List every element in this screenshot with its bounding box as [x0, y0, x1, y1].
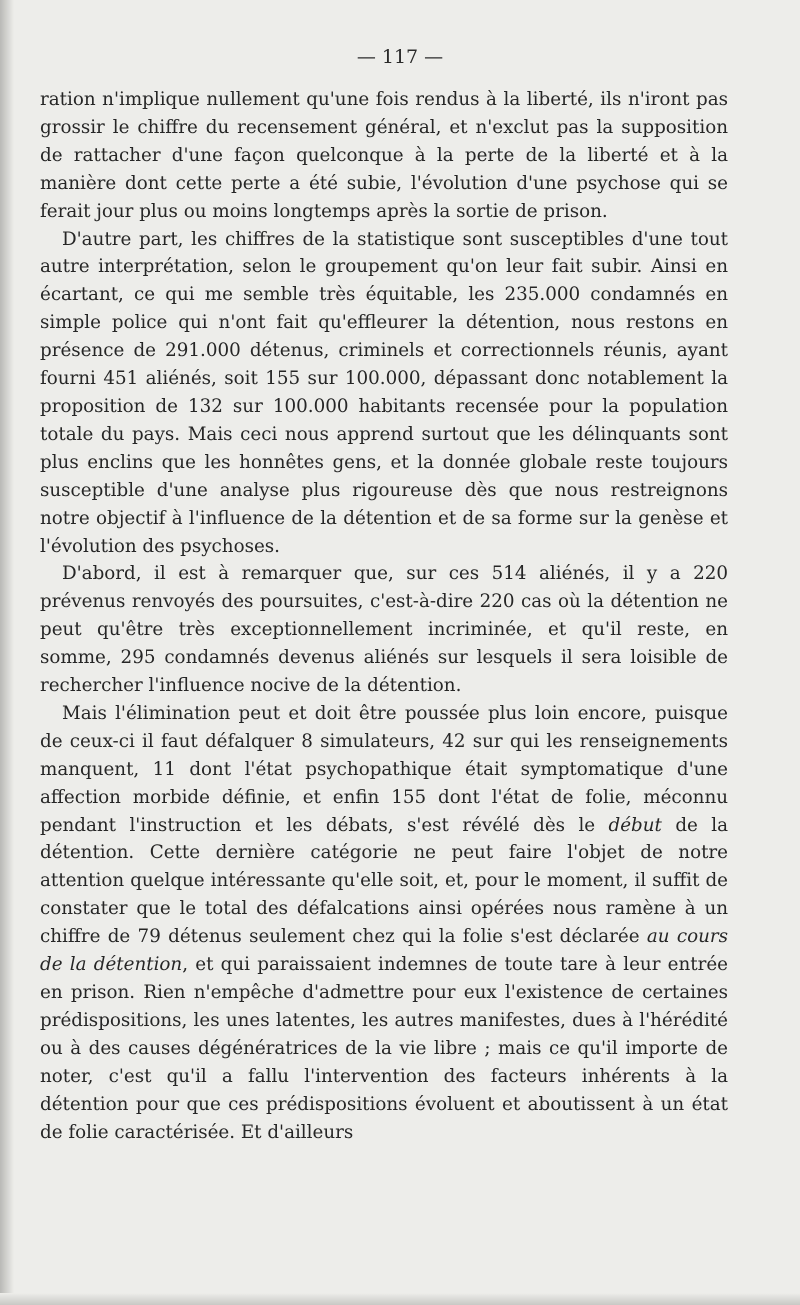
paragraph-1: ration n'implique nullement qu'une fois rendus à la liberté, ils n'iront pas grossir le chiffre du recensement général, et n'exclut pas la supposition de rattacher d'une façon quelconque à la perte de la liberté et à la manière dont cette perte a été subie, l'évolution d'une psychose qui se ferait jour plus ou moins longtemps après la sortie de prison.: [40, 89, 728, 222]
italic-au-cours-de-la-detention: au cours de la détention: [40, 926, 729, 976]
paragraph-2: D'autre part, les chiffres de la statistique sont susceptibles d'une tout autre interprétation, selon le groupement qu'on leur fait subir. Ainsi en écartant, ce qui me semble très équitable, les 235.000 condamnés en simple police qui n'ont fait qu'effleurer la détention, nous restons en présence de 291.000 détenus, criminels et correctionnels réunis, ayant fourni 451 aliénés, soit 155 sur 100.000, dépassant donc notablement la proposition de 132 sur 100.000 habitants recensée pour la population totale du pays. Mais ceci nous apprend surtout que les délinquants sont plus enclins que les honnêtes gens, et la donnée globale reste toujours susceptible d'une analyse plus rigoureuse dès que nous restreignons notre objectif à l'influence de la détention et de sa forme sur la genèse et l'évolution des psychoses.: [40, 228, 728, 557]
page-gutter-shadow: [0, 0, 14, 1305]
page-bottom-shadow: [0, 1293, 800, 1305]
page-number: — 117 —: [356, 46, 444, 68]
paragraph-4-part-2: de la détention. Cette dernière catégorie ne peut faire l'objet de notre attention quelque intéressante qu'elle soit, et, pour le moment, il suffit de constater que le total des défalcations ainsi opérées nous ramène à un chiffre de 79 détenus seulement chez qui la folie s'est déclarée: [40, 814, 729, 948]
paragraph-4-part-3: , et qui paraissaient indemnes de toute tare à leur entrée en prison. Rien n'empêche d'admettre pour eux l'existence de certaines prédispositions, les unes latentes, les autres manifestes, dues à l'hérédité ou à des causes dégénératrices de la vie libre ; mais ce qu'il importe de noter, c'est qu'il a fallu l'intervention des facteurs inhérents à la détention pour que ces prédispositions évoluent et aboutissent à un état de folie caractérisée. Et d'ailleurs: [40, 954, 728, 1143]
italic-debut: début: [608, 814, 662, 836]
paragraph-3: D'abord, il est à remarquer que, sur ces 514 aliénés, il y a 220 prévenus renvoyés des poursuites, c'est-à-dire 220 cas où la détention ne peut qu'être très exceptionnellement incriminée, et qu'il reste, en somme, 295 condamnés devenus aliénés sur lesquels il sera loisible de rechercher l'influence nocive de la détention.: [40, 563, 728, 697]
body-text: [40, 86, 728, 1146]
paragraph-4: [40, 700, 728, 1147]
paragraph-4-part-1: Mais l'élimination peut et doit être poussée plus loin encore, puisque de ceux-ci il faut défalquer 8 simulateurs, 42 sur qui les renseignements manquent, 11 dont l'état psychopathique était symptomatique d'une affection morbide définie, et enfin 155 dont l'état de folie, méconnu pendant l'instruction et les débats, s'est révélé dès le: [40, 702, 728, 836]
